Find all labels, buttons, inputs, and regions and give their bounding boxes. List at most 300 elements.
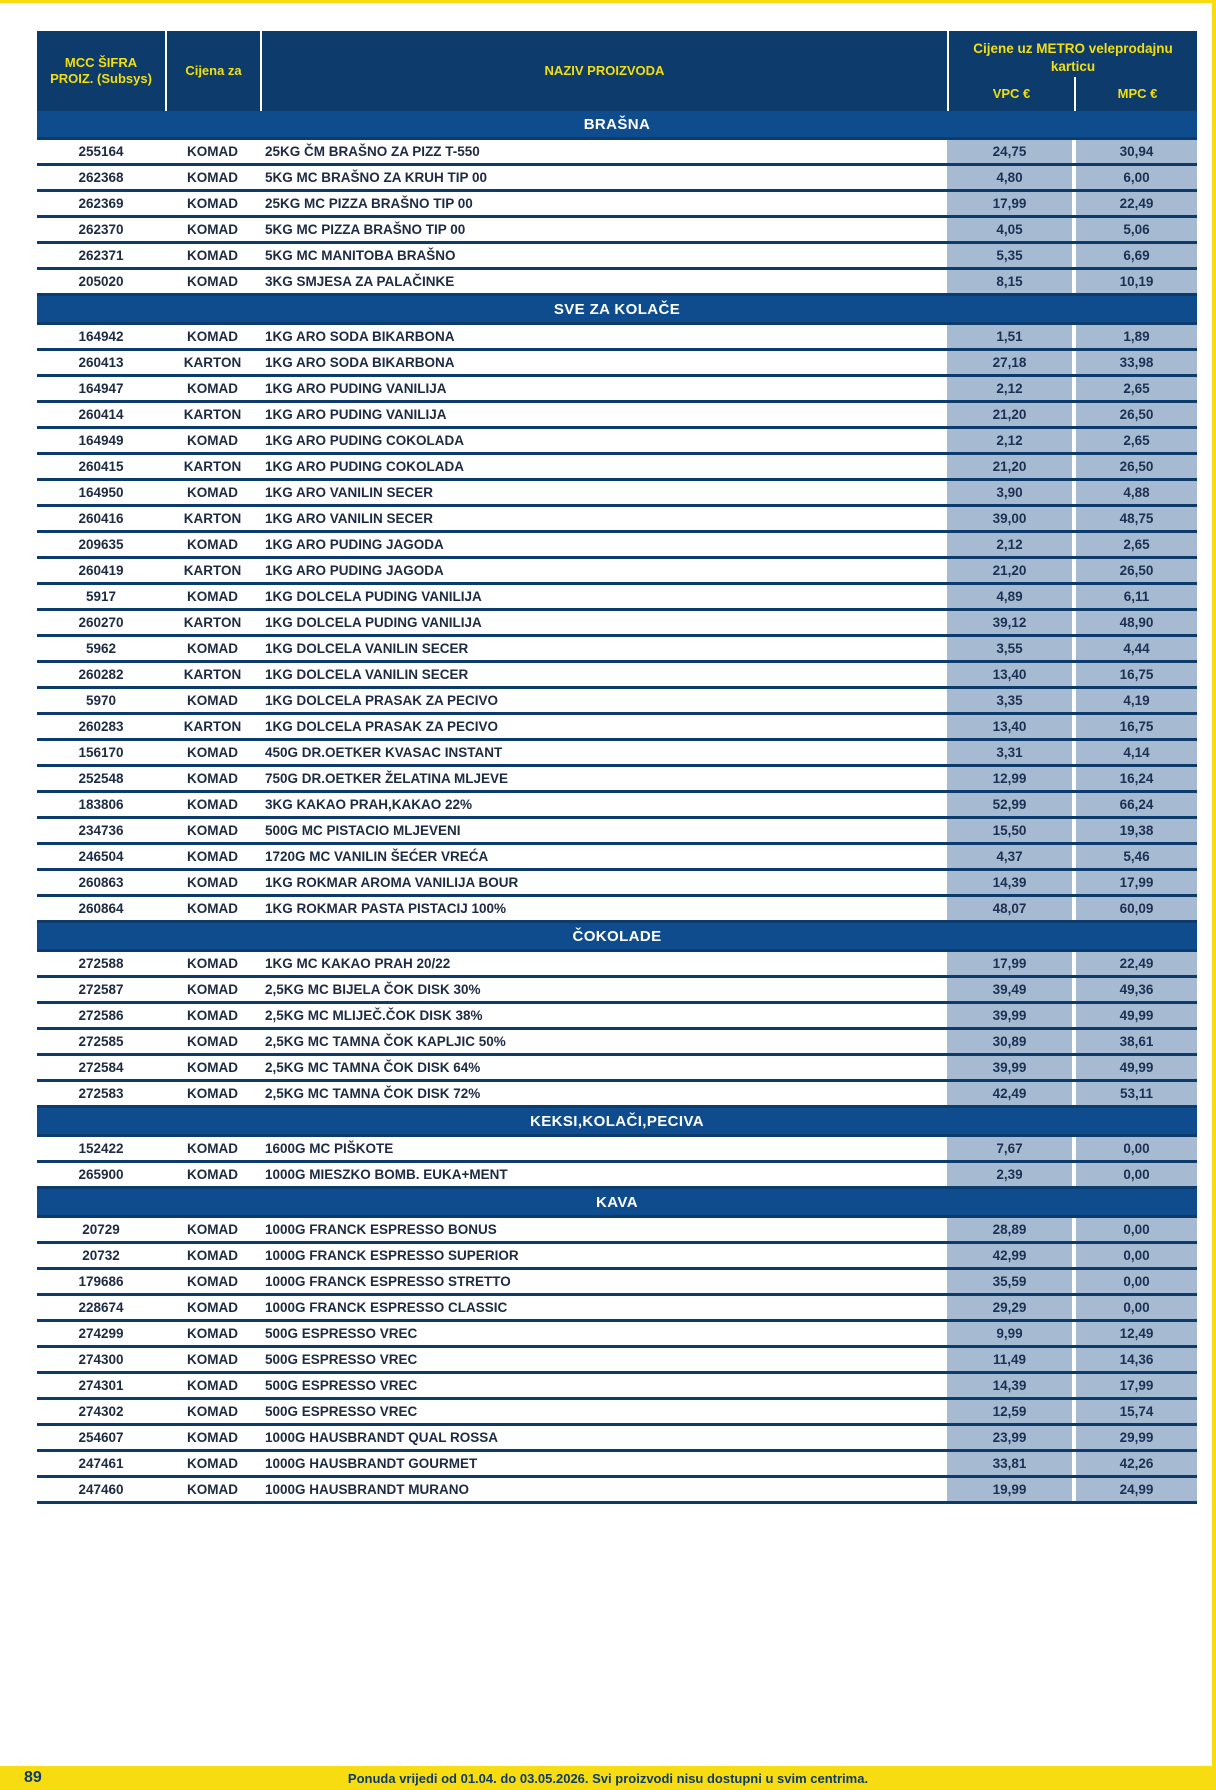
cell-mpc: 16,75 bbox=[1072, 715, 1197, 738]
cell-mpc: 6,11 bbox=[1072, 585, 1197, 608]
table-row bbox=[37, 663, 1197, 689]
cell-code: 265900 bbox=[78, 1167, 124, 1182]
cell-vpc: 11,49 bbox=[947, 1348, 1072, 1371]
cell-mpc: 16,75 bbox=[1072, 663, 1197, 686]
table-row bbox=[37, 140, 1197, 166]
section-header: ČOKOLADE bbox=[37, 923, 1197, 952]
cell-mpc: 53,11 bbox=[1072, 1082, 1197, 1105]
cell-name: 1000G HAUSBRANDT QUAL ROSSA bbox=[265, 1430, 499, 1445]
cell-mpc: 6,69 bbox=[1072, 244, 1197, 267]
cell-name: 1KG DOLCELA PRASAK ZA PECIVO bbox=[265, 719, 499, 734]
cell-code: 260415 bbox=[78, 459, 124, 474]
cell-code: 183806 bbox=[78, 797, 124, 812]
cell-code: 262370 bbox=[78, 222, 124, 237]
cell-name: 1KG ARO PUDING COKOLADA bbox=[265, 459, 465, 474]
cell-vpc: 4,37 bbox=[947, 845, 1072, 868]
cell-name: 1KG DOLCELA PUDING VANILIJA bbox=[265, 589, 482, 604]
cell-code: 262369 bbox=[78, 196, 124, 211]
cell-unit: KARTON bbox=[183, 563, 242, 578]
cell-mpc: 14,36 bbox=[1072, 1348, 1197, 1371]
cell-unit: KOMAD bbox=[187, 745, 238, 760]
cell-mpc: 5,06 bbox=[1072, 218, 1197, 241]
table-row bbox=[37, 1056, 1197, 1082]
cell-mpc: 42,26 bbox=[1072, 1452, 1197, 1475]
cell-code: 228674 bbox=[78, 1300, 124, 1315]
cell-vpc: 21,20 bbox=[947, 455, 1072, 478]
cell-unit: KOMAD bbox=[187, 329, 238, 344]
cell-mpc: 15,74 bbox=[1072, 1400, 1197, 1423]
cell-unit: KOMAD bbox=[187, 1326, 238, 1341]
cell-unit: KOMAD bbox=[187, 901, 238, 916]
cell-mpc: 0,00 bbox=[1072, 1163, 1197, 1186]
table-row bbox=[37, 1244, 1197, 1270]
cell-unit: KOMAD bbox=[187, 537, 238, 552]
cell-vpc: 42,99 bbox=[947, 1244, 1072, 1267]
cell-mpc: 0,00 bbox=[1072, 1244, 1197, 1267]
cell-unit: KOMAD bbox=[187, 433, 238, 448]
cell-code: 272588 bbox=[78, 956, 124, 971]
price-table bbox=[37, 31, 1197, 1504]
cell-unit: KOMAD bbox=[187, 1430, 238, 1445]
cell-mpc: 24,99 bbox=[1072, 1478, 1197, 1501]
table-row bbox=[37, 429, 1197, 455]
cell-vpc: 5,35 bbox=[947, 244, 1072, 267]
cell-name: 3KG KAKAO PRAH,KAKAO 22% bbox=[265, 797, 473, 812]
cell-mpc: 49,99 bbox=[1072, 1056, 1197, 1079]
cell-vpc: 39,00 bbox=[947, 507, 1072, 530]
cell-code: 262368 bbox=[78, 170, 124, 185]
cell-name: 2,5KG MC TAMNA ČOK DISK 72% bbox=[265, 1086, 481, 1101]
cell-mpc: 2,65 bbox=[1072, 377, 1197, 400]
cell-vpc: 14,39 bbox=[947, 871, 1072, 894]
table-row bbox=[37, 689, 1197, 715]
cell-code: 260282 bbox=[78, 667, 124, 682]
cell-code: 209635 bbox=[78, 537, 124, 552]
table-row bbox=[37, 1400, 1197, 1426]
cell-unit: KOMAD bbox=[187, 693, 238, 708]
table-row bbox=[37, 377, 1197, 403]
cell-mpc: 26,50 bbox=[1072, 559, 1197, 582]
table-row bbox=[37, 1478, 1197, 1504]
cell-mpc: 49,36 bbox=[1072, 978, 1197, 1001]
cell-mpc: 22,49 bbox=[1072, 952, 1197, 975]
cell-unit: KOMAD bbox=[187, 641, 238, 656]
cell-mpc: 0,00 bbox=[1072, 1270, 1197, 1293]
cell-vpc: 48,07 bbox=[947, 897, 1072, 920]
cell-mpc: 1,89 bbox=[1072, 325, 1197, 348]
cell-name: 1KG MC KAKAO PRAH 20/22 bbox=[265, 956, 451, 971]
cell-code: 164942 bbox=[78, 329, 124, 344]
cell-code: 274300 bbox=[78, 1352, 124, 1367]
cell-vpc: 39,99 bbox=[947, 1004, 1072, 1027]
section-header: BRAŠNA bbox=[37, 111, 1197, 140]
cell-code: 164947 bbox=[78, 381, 124, 396]
cell-mpc: 60,09 bbox=[1072, 897, 1197, 920]
cell-vpc: 24,75 bbox=[947, 140, 1072, 163]
price-group-label: Cijene uz METRO veleprodajnu karticu bbox=[973, 41, 1173, 74]
cell-name: 25KG MC PIZZA BRAŠNO TIP 00 bbox=[265, 196, 473, 211]
footer-note: Ponuda vrijedi od 01.04. do 03.05.2026. Svi proizvodi nisu dostupni u svim centrima. bbox=[347, 1770, 869, 1786]
table-row bbox=[37, 611, 1197, 637]
cell-mpc: 16,24 bbox=[1072, 767, 1197, 790]
table-row bbox=[37, 585, 1197, 611]
cell-mpc: 17,99 bbox=[1072, 871, 1197, 894]
cell-name: 1000G FRANCK ESPRESSO CLASSIC bbox=[265, 1300, 508, 1315]
cell-unit: KOMAD bbox=[187, 1141, 238, 1156]
cell-mpc: 4,88 bbox=[1072, 481, 1197, 504]
cell-code: 164950 bbox=[78, 485, 124, 500]
cell-name: 1000G FRANCK ESPRESSO BONUS bbox=[265, 1222, 497, 1237]
cell-code: 260414 bbox=[78, 407, 124, 422]
cell-name: 25KG ČM BRAŠNO ZA PIZZ T-550 bbox=[265, 144, 480, 159]
cell-name: 1KG ARO VANILIN SECER bbox=[265, 511, 434, 526]
cell-mpc: 49,99 bbox=[1072, 1004, 1197, 1027]
cell-vpc: 2,12 bbox=[947, 429, 1072, 452]
cell-name: 1KG ARO SODA BIKARBONA bbox=[265, 355, 455, 370]
cell-name: 1KG ROKMAR PASTA PISTACIJ 100% bbox=[265, 901, 507, 916]
cell-vpc: 3,55 bbox=[947, 637, 1072, 660]
cell-name: 5KG MC MANITOBA BRAŠNO bbox=[265, 248, 456, 263]
cell-vpc: 3,35 bbox=[947, 689, 1072, 712]
cell-name: 1000G FRANCK ESPRESSO SUPERIOR bbox=[265, 1248, 519, 1263]
cell-name: 1000G HAUSBRANDT MURANO bbox=[265, 1482, 470, 1497]
cell-vpc: 2,39 bbox=[947, 1163, 1072, 1186]
table-row bbox=[37, 1004, 1197, 1030]
cell-vpc: 13,40 bbox=[947, 663, 1072, 686]
cell-mpc: 48,90 bbox=[1072, 611, 1197, 634]
cell-name: 500G ESPRESSO VREC bbox=[265, 1352, 418, 1367]
cell-code: 152422 bbox=[78, 1141, 124, 1156]
page-number: 89 bbox=[24, 1769, 42, 1786]
table-row bbox=[37, 1218, 1197, 1244]
table-row bbox=[37, 325, 1197, 351]
table-row bbox=[37, 978, 1197, 1004]
cell-name: 2,5KG MC BIJELA ČOK DISK 30% bbox=[265, 982, 481, 997]
cell-code: 260416 bbox=[78, 511, 124, 526]
cell-vpc: 4,80 bbox=[947, 166, 1072, 189]
cell-vpc: 4,89 bbox=[947, 585, 1072, 608]
cell-code: 272587 bbox=[78, 982, 124, 997]
cell-unit: KOMAD bbox=[187, 797, 238, 812]
cell-name: 1000G HAUSBRANDT GOURMET bbox=[265, 1456, 478, 1471]
page-footer bbox=[0, 1766, 1216, 1790]
column-header-price-group bbox=[947, 31, 1197, 111]
cell-vpc: 13,40 bbox=[947, 715, 1072, 738]
cell-code: 260863 bbox=[78, 875, 124, 890]
cell-unit: KOMAD bbox=[187, 1300, 238, 1315]
cell-name: 1KG ARO PUDING JAGODA bbox=[265, 537, 444, 552]
table-row bbox=[37, 455, 1197, 481]
table-body bbox=[37, 111, 1197, 1504]
cell-name: 1KG ARO PUDING VANILIJA bbox=[265, 381, 447, 396]
cell-mpc: 2,65 bbox=[1072, 533, 1197, 556]
cell-unit: KARTON bbox=[183, 667, 242, 682]
cell-vpc: 52,99 bbox=[947, 793, 1072, 816]
cell-vpc: 17,99 bbox=[947, 952, 1072, 975]
cell-unit: KOMAD bbox=[187, 956, 238, 971]
table-row bbox=[37, 793, 1197, 819]
cell-unit: KOMAD bbox=[187, 1222, 238, 1237]
cell-vpc: 2,12 bbox=[947, 533, 1072, 556]
cell-vpc: 2,12 bbox=[947, 377, 1072, 400]
cell-mpc: 6,00 bbox=[1072, 166, 1197, 189]
cell-unit: KOMAD bbox=[187, 823, 238, 838]
column-header-vpc: VPC € bbox=[992, 85, 1031, 101]
cell-code: 272583 bbox=[78, 1086, 124, 1101]
cell-vpc: 19,99 bbox=[947, 1478, 1072, 1501]
cell-name: 1KG DOLCELA PUDING VANILIJA bbox=[265, 615, 482, 630]
cell-code: 254607 bbox=[78, 1430, 124, 1445]
cell-vpc: 7,67 bbox=[947, 1137, 1072, 1160]
column-header-code: MCC ŠIFRA PROIZ. (Subsys) bbox=[50, 54, 152, 86]
cell-mpc: 38,61 bbox=[1072, 1030, 1197, 1053]
cell-unit: KOMAD bbox=[187, 1378, 238, 1393]
cell-name: 1KG DOLCELA VANILIN SECER bbox=[265, 641, 469, 656]
cell-name: 1000G MIESZKO BOMB. EUKA+MENT bbox=[265, 1167, 508, 1182]
table-row bbox=[37, 897, 1197, 923]
table-row bbox=[37, 1348, 1197, 1374]
cell-vpc: 35,59 bbox=[947, 1270, 1072, 1293]
table-row bbox=[37, 1137, 1197, 1163]
cell-name: 5KG MC PIZZA BRAŠNO TIP 00 bbox=[265, 222, 466, 237]
cell-code: 274299 bbox=[78, 1326, 124, 1341]
cell-unit: KOMAD bbox=[187, 875, 238, 890]
cell-mpc: 0,00 bbox=[1072, 1218, 1197, 1241]
cell-unit: KOMAD bbox=[187, 381, 238, 396]
cell-vpc: 4,05 bbox=[947, 218, 1072, 241]
cell-name: 500G MC PISTACIO MLJEVENI bbox=[265, 823, 461, 838]
cell-vpc: 21,20 bbox=[947, 559, 1072, 582]
table-row bbox=[37, 533, 1197, 559]
table-row bbox=[37, 1426, 1197, 1452]
column-header-name: NAZIV PROIZVODA bbox=[260, 31, 947, 111]
cell-mpc: 17,99 bbox=[1072, 1374, 1197, 1397]
cell-name: 1KG ARO PUDING JAGODA bbox=[265, 563, 444, 578]
cell-code: 156170 bbox=[78, 745, 124, 760]
table-row bbox=[37, 270, 1197, 296]
table-row bbox=[37, 351, 1197, 377]
cell-code: 5917 bbox=[85, 589, 117, 604]
cell-vpc: 33,81 bbox=[947, 1452, 1072, 1475]
cell-mpc: 4,44 bbox=[1072, 637, 1197, 660]
cell-unit: KOMAD bbox=[187, 1456, 238, 1471]
cell-code: 234736 bbox=[78, 823, 124, 838]
cell-name: 1720G MC VANILIN ŠEĆER VREĆA bbox=[265, 849, 489, 864]
cell-vpc: 3,90 bbox=[947, 481, 1072, 504]
cell-mpc: 10,19 bbox=[1072, 270, 1197, 293]
cell-code: 247461 bbox=[78, 1456, 124, 1471]
cell-code: 5962 bbox=[85, 641, 117, 656]
cell-code: 20729 bbox=[82, 1222, 120, 1237]
cell-name: 5KG MC BRAŠNO ZA KRUH TIP 00 bbox=[265, 170, 488, 185]
cell-name: 500G ESPRESSO VREC bbox=[265, 1378, 418, 1393]
cell-unit: KOMAD bbox=[187, 982, 238, 997]
cell-vpc: 1,51 bbox=[947, 325, 1072, 348]
cell-vpc: 27,18 bbox=[947, 351, 1072, 374]
section-header: KEKSI,KOLAČI,PECIVA bbox=[37, 1108, 1197, 1137]
cell-code: 164949 bbox=[78, 433, 124, 448]
section-header: KAVA bbox=[37, 1189, 1197, 1218]
cell-unit: KARTON bbox=[183, 407, 242, 422]
cell-name: 500G ESPRESSO VREC bbox=[265, 1404, 418, 1419]
cell-mpc: 26,50 bbox=[1072, 403, 1197, 426]
cell-mpc: 66,24 bbox=[1072, 793, 1197, 816]
cell-vpc: 12,59 bbox=[947, 1400, 1072, 1423]
table-row bbox=[37, 819, 1197, 845]
cell-unit: KOMAD bbox=[187, 1248, 238, 1263]
cell-code: 260419 bbox=[78, 563, 124, 578]
cell-unit: KOMAD bbox=[187, 196, 238, 211]
cell-vpc: 39,99 bbox=[947, 1056, 1072, 1079]
cell-name: 1600G MC PIŠKOTE bbox=[265, 1141, 394, 1156]
table-row bbox=[37, 403, 1197, 429]
cell-vpc: 30,89 bbox=[947, 1030, 1072, 1053]
cell-name: 1KG ARO VANILIN SECER bbox=[265, 485, 434, 500]
price-subheaders bbox=[949, 77, 1197, 111]
cell-code: 246504 bbox=[78, 849, 124, 864]
cell-name: 750G DR.OETKER ŽELATINA MLJEVE bbox=[265, 771, 509, 786]
cell-code: 260413 bbox=[78, 355, 124, 370]
cell-name: 450G DR.OETKER KVASAC INSTANT bbox=[265, 745, 503, 760]
cell-code: 205020 bbox=[78, 274, 124, 289]
cell-unit: KARTON bbox=[183, 459, 242, 474]
cell-vpc: 9,99 bbox=[947, 1322, 1072, 1345]
cell-code: 274301 bbox=[78, 1378, 124, 1393]
cell-name: 1000G FRANCK ESPRESSO STRETTO bbox=[265, 1274, 511, 1289]
cell-mpc: 4,19 bbox=[1072, 689, 1197, 712]
table-row bbox=[37, 1322, 1197, 1348]
cell-vpc: 8,15 bbox=[947, 270, 1072, 293]
cell-vpc: 15,50 bbox=[947, 819, 1072, 842]
cell-mpc: 30,94 bbox=[1072, 140, 1197, 163]
cell-unit: KARTON bbox=[183, 355, 242, 370]
cell-name: 1KG ARO SODA BIKARBONA bbox=[265, 329, 455, 344]
cell-mpc: 48,75 bbox=[1072, 507, 1197, 530]
top-yellow-rule bbox=[0, 0, 1216, 3]
cell-unit: KOMAD bbox=[187, 1167, 238, 1182]
cell-vpc: 42,49 bbox=[947, 1082, 1072, 1105]
cell-unit: KOMAD bbox=[187, 1034, 238, 1049]
right-yellow-rule bbox=[1212, 0, 1216, 1790]
cell-unit: KOMAD bbox=[187, 589, 238, 604]
cell-vpc: 39,49 bbox=[947, 978, 1072, 1001]
table-row bbox=[37, 1082, 1197, 1108]
cell-code: 262371 bbox=[78, 248, 124, 263]
table-row bbox=[37, 559, 1197, 585]
cell-name: 1KG DOLCELA PRASAK ZA PECIVO bbox=[265, 693, 499, 708]
cell-mpc: 22,49 bbox=[1072, 192, 1197, 215]
cell-code: 179686 bbox=[78, 1274, 124, 1289]
cell-code: 274302 bbox=[78, 1404, 124, 1419]
column-header-unit: Cijena za bbox=[165, 31, 260, 111]
cell-mpc: 5,46 bbox=[1072, 845, 1197, 868]
cell-unit: KOMAD bbox=[187, 248, 238, 263]
cell-code: 272584 bbox=[78, 1060, 124, 1075]
cell-code: 260283 bbox=[78, 719, 124, 734]
cell-vpc: 17,99 bbox=[947, 192, 1072, 215]
table-header bbox=[37, 31, 1197, 111]
cell-mpc: 12,49 bbox=[1072, 1322, 1197, 1345]
table-row bbox=[37, 1030, 1197, 1056]
table-row bbox=[37, 637, 1197, 663]
cell-unit: KOMAD bbox=[187, 771, 238, 786]
cell-unit: KOMAD bbox=[187, 1274, 238, 1289]
table-row bbox=[37, 481, 1197, 507]
cell-name: 1KG ROKMAR AROMA VANILIJA BOUR bbox=[265, 875, 519, 890]
cell-unit: KOMAD bbox=[187, 274, 238, 289]
table-row bbox=[37, 1163, 1197, 1189]
cell-vpc: 21,20 bbox=[947, 403, 1072, 426]
section-header: SVE ZA KOLAČE bbox=[37, 296, 1197, 325]
cell-mpc: 4,14 bbox=[1072, 741, 1197, 764]
cell-mpc: 0,00 bbox=[1072, 1296, 1197, 1319]
cell-name: 500G ESPRESSO VREC bbox=[265, 1326, 418, 1341]
cell-name: 1KG ARO PUDING VANILIJA bbox=[265, 407, 447, 422]
cell-name: 2,5KG MC TAMNA ČOK KAPLJIC 50% bbox=[265, 1034, 506, 1049]
cell-unit: KOMAD bbox=[187, 849, 238, 864]
table-row bbox=[37, 218, 1197, 244]
table-row bbox=[37, 244, 1197, 270]
cell-unit: KOMAD bbox=[187, 1404, 238, 1419]
cell-mpc: 19,38 bbox=[1072, 819, 1197, 842]
cell-code: 260864 bbox=[78, 901, 124, 916]
cell-unit: KOMAD bbox=[187, 1086, 238, 1101]
cell-code: 272586 bbox=[78, 1008, 124, 1023]
cell-code: 255164 bbox=[78, 144, 124, 159]
table-row bbox=[37, 871, 1197, 897]
cell-code: 247460 bbox=[78, 1482, 124, 1497]
cell-name: 2,5KG MC MLIJEČ.ČOK DISK 38% bbox=[265, 1008, 483, 1023]
cell-vpc: 39,12 bbox=[947, 611, 1072, 634]
cell-unit: KOMAD bbox=[187, 1352, 238, 1367]
table-row bbox=[37, 845, 1197, 871]
cell-unit: KOMAD bbox=[187, 222, 238, 237]
cell-code: 260270 bbox=[78, 615, 124, 630]
table-row bbox=[37, 1270, 1197, 1296]
table-row bbox=[37, 952, 1197, 978]
cell-unit: KOMAD bbox=[187, 1482, 238, 1497]
table-row bbox=[37, 741, 1197, 767]
table-row bbox=[37, 166, 1197, 192]
cell-code: 5970 bbox=[85, 693, 117, 708]
cell-vpc: 23,99 bbox=[947, 1426, 1072, 1449]
cell-unit: KARTON bbox=[183, 511, 242, 526]
cell-name: 2,5KG MC TAMNA ČOK DISK 64% bbox=[265, 1060, 481, 1075]
table-row bbox=[37, 715, 1197, 741]
table-row bbox=[37, 1374, 1197, 1400]
cell-unit: KOMAD bbox=[187, 170, 238, 185]
cell-unit: KARTON bbox=[183, 719, 242, 734]
column-header-mpc: MPC € bbox=[1074, 77, 1199, 111]
cell-vpc: 14,39 bbox=[947, 1374, 1072, 1397]
cell-vpc: 12,99 bbox=[947, 767, 1072, 790]
cell-mpc: 2,65 bbox=[1072, 429, 1197, 452]
cell-unit: KOMAD bbox=[187, 485, 238, 500]
table-row bbox=[37, 767, 1197, 793]
cell-vpc: 3,31 bbox=[947, 741, 1072, 764]
table-row bbox=[37, 192, 1197, 218]
cell-mpc: 33,98 bbox=[1072, 351, 1197, 374]
cell-code: 272585 bbox=[78, 1034, 124, 1049]
cell-mpc: 26,50 bbox=[1072, 455, 1197, 478]
cell-vpc: 29,29 bbox=[947, 1296, 1072, 1319]
table-row bbox=[37, 507, 1197, 533]
cell-name: 3KG SMJESA ZA PALAČINKE bbox=[265, 274, 455, 289]
cell-unit: KOMAD bbox=[187, 144, 238, 159]
cell-vpc: 28,89 bbox=[947, 1218, 1072, 1241]
cell-unit: KOMAD bbox=[187, 1008, 238, 1023]
cell-code: 252548 bbox=[78, 771, 124, 786]
